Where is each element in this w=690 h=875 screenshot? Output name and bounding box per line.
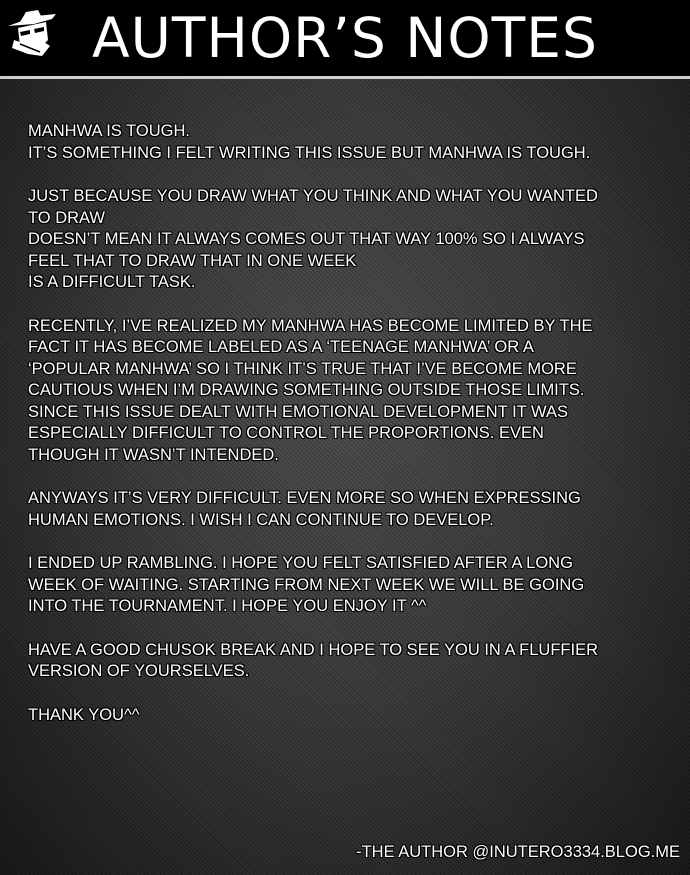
- header-bar: [0, 0, 690, 76]
- note-line: DOESN’T MEAN IT ALWAYS COMES OUT THAT WAY 100% SO I ALWAYS: [28, 230, 585, 248]
- note-line: HUMAN EMOTIONS. I WISH I CAN CONTINUE TO DEVELOP.: [28, 510, 494, 529]
- note-line: ANYWAYS IT’S VERY DIFFICULT. EVEN MORE SO WHEN EXPRESSING: [28, 489, 581, 507]
- note-paragraph: [28, 553, 678, 618]
- note-line: I ENDED UP RAMBLING. I HOPE YOU FELT SATISFIED AFTER A LONG: [28, 554, 573, 572]
- note-line: FEEL THAT TO DRAW THAT IN ONE WEEK: [28, 251, 357, 270]
- note-line: THANK YOU^^: [28, 705, 140, 724]
- note-line: WEEK OF WAITING. STARTING FROM NEXT WEEK WE WILL BE GOING: [28, 575, 585, 594]
- header-divider: [0, 76, 690, 79]
- note-line: THOUGH IT WASN’T INTENDED.: [28, 445, 279, 464]
- note-line: RECENTLY, I’VE REALIZED MY MANHWA HAS BECOME LIMITED BY THE: [28, 316, 593, 335]
- note-line: ESPECIALLY DIFFICULT TO CONTROL THE PROPORTIONS. EVEN: [28, 424, 544, 442]
- note-line: JUST BECAUSE YOU DRAW WHAT YOU THINK AND WHAT YOU WANTED: [28, 187, 598, 205]
- note-line: HAVE A GOOD CHUSOK BREAK AND I HOPE TO SEE YOU IN A FLUFFIER: [28, 640, 599, 659]
- note-line: FACT IT HAS BECOME LABELED AS A ‘TEENAGE MANHWA’ OR A: [28, 338, 534, 356]
- author-signature: -THE AUTHOR @INUTERO3334.BLOG.ME: [356, 843, 680, 861]
- note-paragraph: [28, 121, 678, 164]
- note-line: TO DRAW: [28, 208, 105, 227]
- note-paragraph: [28, 488, 678, 531]
- note-line: VERSION OF YOURSELVES.: [28, 662, 250, 680]
- note-paragraph: [28, 316, 678, 467]
- note-line: SINCE THIS ISSUE DEALT WITH EMOTIONAL DEVELOPMENT IT WAS: [28, 402, 569, 421]
- note-paragraph: [28, 640, 678, 683]
- note-line: CAUTIOUS WHEN I’M DRAWING SOMETHING OUTSIDE THOSE LIMITS.: [28, 381, 585, 399]
- note-line: IT’S SOMETHING I FELT WRITING THIS ISSUE BUT MANHWA IS TOUGH.: [28, 143, 591, 162]
- page-title: AUTHOR’S NOTES: [92, 6, 598, 70]
- note-line: IS A DIFFICULT TASK.: [28, 273, 196, 291]
- note-paragraph: [28, 186, 678, 294]
- notes-body: [28, 121, 678, 748]
- note-paragraph: [28, 705, 678, 727]
- note-line: MANHWA IS TOUGH.: [28, 122, 190, 140]
- note-line: ‘POPULAR MANHWA’ SO I THINK IT’S TRUE THAT I’VE BECOME MORE: [28, 359, 577, 378]
- note-line: INTO THE TOURNAMENT. I HOPE YOU ENJOY IT ^^: [28, 597, 427, 615]
